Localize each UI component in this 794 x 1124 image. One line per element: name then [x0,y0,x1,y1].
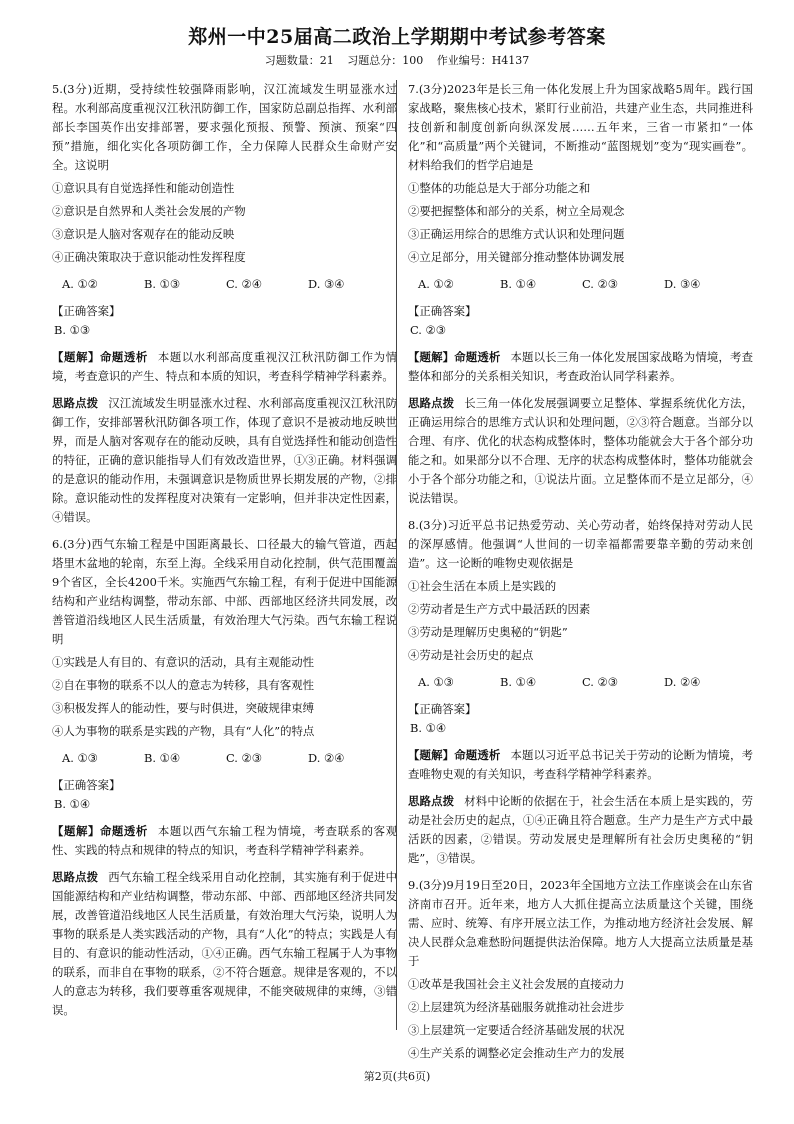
statement-4: ④劳动是社会历史的起点 [408,648,534,662]
statement-4: ④人为事物的联系是实践的产物，具有“人化”的特点 [52,724,315,738]
choice-d: D. ③④ [664,277,701,291]
analysis-tag: 【题解】命题透析 [52,824,148,838]
statement-1: ①社会生活在本质上是实践的 [408,579,557,593]
question-count: 习题数量：21 [264,54,334,67]
answer: B. ①③ [54,323,91,337]
statement-2: ②劳动者是生产方式中最活跃的因素 [408,602,591,616]
statement-3: ③正确运用综合的思维方式认识和处理问题 [408,227,625,241]
page-number: 第2页(共6页) [363,1070,431,1083]
answer: B. ①④ [54,797,91,811]
question-7 [408,80,753,508]
choice-c: C. ②③ [226,751,262,765]
choice-a: A. ①② [418,277,454,291]
statement-3: ③意识是人脑对客观存在的能动反映 [52,227,235,241]
statement-4: ④生产关系的调整必定会推动生产力的发展 [408,1046,625,1060]
hint-tag: 思路点拨 [408,396,455,410]
answer-label: 【正确答案】 [408,304,477,318]
analysis-text: 本题以水利部高度重视汉江秋汛防御工作为情境，考查意识的产生、特点和本质的知识，考查科学精神学科素养。 [52,350,397,383]
analysis-tag: 【题解】命题透析 [408,350,501,364]
statement-1: ①整体的功能总是大于部分功能之和 [408,181,591,195]
exam-meta [0,52,794,68]
choices [418,673,753,692]
question-5 [52,80,397,527]
hint [52,868,397,1020]
choice-a: A. ①② [62,277,98,291]
choice-b: B. ①④ [144,751,181,765]
hint-tag: 思路点拨 [408,794,455,808]
question-9 [408,876,753,1063]
analysis-text: 本题以长三角一体化发展国家战略为情境，考查整体和部分的关系相关知识，考查政治认同学科素养。 [408,350,753,383]
assignment-code: 作业编号：H4137 [436,54,530,67]
choice-c: C. ②④ [226,277,262,291]
page-title: 郑州一中25届高二政治上学期期中考试参考答案 [188,26,606,48]
choice-b: B. ①④ [500,675,537,689]
statement-2: ②要把握整体和部分的关系，树立全局观念 [408,204,625,218]
choice-a: A. ①③ [418,675,454,689]
question-stem: 7.(3分)2023年是长三角一体化发展上升为国家战略5周年。践行国家战略，聚焦核心技术，紧盯行业前沿，共建产业生态，共同推进科技创新和制度创新向纵深发展……五年来，三省一市紧扣“一体化”和“高质量”两个关键词，不断推动“蓝图规划”变为“现实画卷”。材料给我们的哲学启迪是 [408,82,753,172]
choice-b: B. ①③ [144,277,181,291]
hint [52,394,397,527]
total-score: 习题总分：100 [347,54,424,67]
hint-text: 长三角一体化发展强调要立足整体、掌握系统优化方法，正确运用综合的思维方式认识和处理问题，②③符合题意。当部分以合理、有序、优化的状态构成整体时，整体功能就会大于各个部分功能之和。如果部分以不合理、无序的状态构成整体时，整体功能就会小于各个部分功能之和，①说法片面。立足整体而不是立足部分，④说法错误。 [408,396,753,505]
statement-1: ①意识具有自觉选择性和能动创造性 [52,181,235,195]
hint-tag: 思路点拨 [52,396,99,410]
hint-tag: 思路点拨 [52,870,99,884]
analysis-tag: 【题解】命题透析 [52,350,148,364]
statement-3: ③积极发挥人的能动性，要与时俱进，突破规律束缚 [52,701,314,715]
question-6 [52,535,397,1020]
choice-c: C. ②③ [582,277,618,291]
analysis-tag: 【题解】命题透析 [408,748,501,762]
hint [408,792,753,868]
hint-text: 西气东输工程全线采用自动化控制，其实施有利于促进中国能源结构和产业结构调整，带动东部、中部、西部地区经济共同发展，改善管道沿线地区人民生活质量，有效治理大气污染，说明人为事物的联系是人类实践活动的产物，具有“人化”的特点；实践是人有目的、有意识的能动性活动，①④正确。西气东输工程属于人为事物的联系，而非自在事物的联系，②不符合题意。规律是客观的，不以人的意志为转移，我们要尊重客观规律，不能突破规律的束缚，③错误。 [52,870,397,1017]
answer: C. ②③ [410,323,446,337]
choice-b: B. ①④ [500,277,537,291]
choices [62,275,397,294]
choice-d: D. ②④ [308,751,345,765]
statement-2: ②上层建筑为经济基础服务就推动社会进步 [408,1000,625,1014]
analysis [408,348,753,386]
answer-label: 【正确答案】 [52,778,121,792]
hint [408,394,753,508]
answer: B. ①④ [410,721,447,735]
choice-d: D. ③④ [308,277,345,291]
question-stem: 8.(3分)习近平总书记热爱劳动、关心劳动者，始终保持对劳动人民的深厚感情。他强调“人世间的一切幸福都需要靠辛勤的劳动来创造”。这一论断的唯物史观依据是 [408,518,753,570]
analysis-text: 本题以习近平总书记关于劳动的论断为情境，考查唯物史观的有关知识，考查科学精神学科素养。 [408,748,753,781]
statement-3: ③上层建筑一定要适合经济基础发展的状况 [408,1023,625,1037]
answer-label: 【正确答案】 [52,304,121,318]
right-column [408,80,753,1067]
hint-text: 汉江流域发生明显涨水过程、水利部高度重视汉江秋汛防御工作，安排部署秋汛防御各项工作，体现了意识不是被动地反映世界，而是人脑对客观存在的能动反映，具有自觉选择性和能动创造性的特征，正确的意识能指导人们有效改造世界，①③正确。材料强调的是意识的能动作用，未强调意识是物质世界长期发展的产物，②排除。意识能动性的发挥程度对决策有一定影响，但并非决定性因素，④错误。 [52,396,397,524]
question-8 [408,516,753,868]
statement-4: ④正确决策取决于意识能动性发挥程度 [52,250,246,264]
analysis-text: 本题以西气东输工程为情境，考查联系的客观性、实践的特点和规律的特点的知识，考查科学精神学科素养。 [52,824,397,857]
statement-3: ③劳动是理解历史奥秘的“钥匙” [408,625,568,639]
choice-d: D. ②④ [664,675,701,689]
analysis [52,348,397,386]
choice-c: C. ②③ [582,675,618,689]
question-stem: 6.(3分)西气东输工程是中国距离最长、口径最大的输气管道，西起塔里木盆地的轮南，东至上海。全线采用自动化控制，供气范围覆盖9个省区，全长4200千米。实施西气东输工程，有利于促进中国能源结构和产业结构调整，带动东部、中部、西部地区经济共同发展，改善管道沿线地区人民生活质量，有效治理大气污染。西气东输工程说明 [52,537,397,646]
question-stem: 9.(3分)9月19日至20日，2023年全国地方立法工作座谈会在山东省济南市召开。近年来，地方人大抓住提高立法质量这个关键，围绕需、应时、统筹、有序开展立法工作，为推动地方经济社会发展、解决人民群众急难愁盼问题提供法治保障。地方人大提高立法质量是基于 [408,878,753,968]
answer-label: 【正确答案】 [408,702,477,716]
question-stem: 5.(3分)近期，受持续性较强降雨影响，汉江流域发生明显涨水过程。水利部高度重视汉江秋汛防御工作，国家防总副总指挥、水利部部长李国英作出安排部署，要求强化预报、预警、预演、预案“四预”措施，细化实化各项防御工作，全力保障人民群众生命财产安全。这说明 [52,82,397,172]
analysis [52,822,397,860]
analysis [408,746,753,784]
choice-a: A. ①③ [62,751,98,765]
choices [62,749,397,768]
statement-2: ②意识是自然界和人类社会发展的产物 [52,204,246,218]
choices [418,275,753,294]
statement-4: ④立足部分，用关键部分推动整体协调发展 [408,250,625,264]
left-column [52,80,397,1028]
statement-1: ①改革是我国社会主义社会发展的直接动力 [408,977,625,991]
hint-text: 材料中论断的依据在于，社会生活在本质上是实践的，劳动是社会历史的起点，①④正确且符合题意。生产力是生产方式中最活跃的因素，②错误。劳动发展史是理解所有社会历史奥秘的“钥匙”，③错误。 [408,794,753,865]
statement-1: ①实践是人有目的、有意识的活动，具有主观能动性 [52,655,314,669]
statement-2: ②自在事物的联系不以人的意志为转移，具有客观性 [52,678,314,692]
